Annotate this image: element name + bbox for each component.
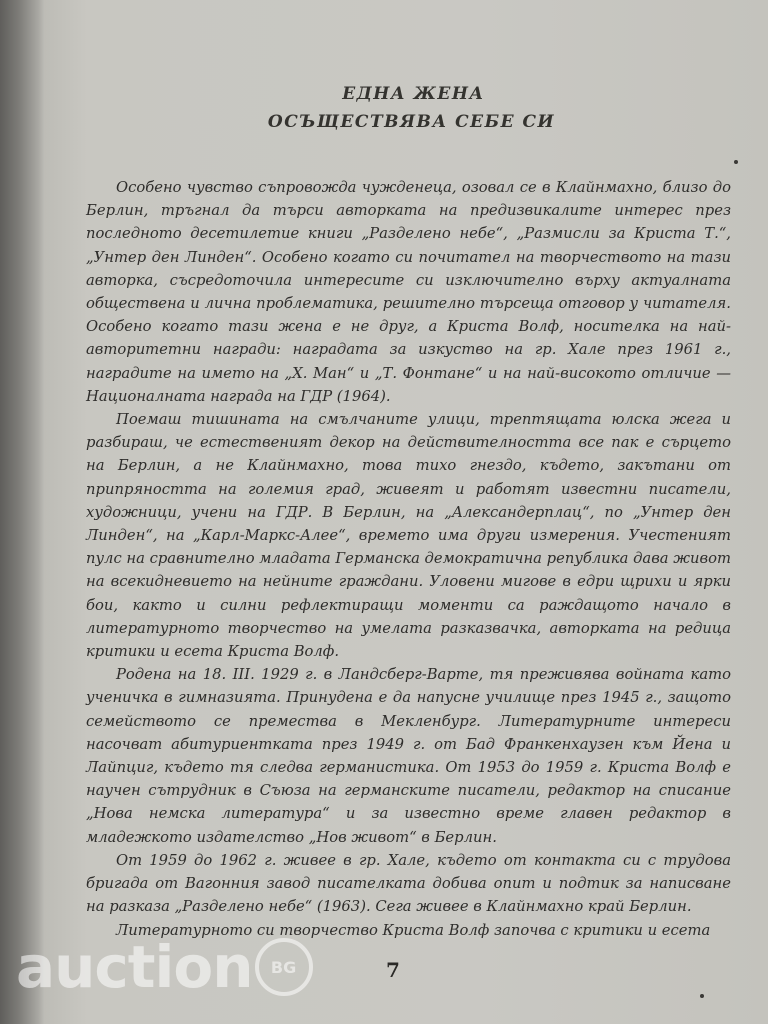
paragraph-5: Литературното си творчество Криста Волф започва с критики и есета xyxy=(116,921,711,939)
chapter-heading xyxy=(86,80,731,136)
watermark-badge: BG xyxy=(255,938,313,996)
chapter-heading-line-1: ЕДНА ЖЕНА xyxy=(342,84,485,104)
watermark-text: auction xyxy=(16,933,253,1001)
paragraph-3: Родена на 18. III. 1929 г. в Ландсберг-Варте, тя преживява войната като ученичка в гимназията. Принудена е да напусне училище през 1945 г., защото семейството се премества в Мекленбург. Литературните интереси насочват абитуриентката през 1949 г. от Бад Франкенхаузен към Йена и Лайпциг, където тя следва германистика. От 1953 до 1959 г. Криста Волф е научен сътрудник в Съюза на германските писатели, редактор на списание „Нова немска литература“ и за известно време главен редактор в младежкото издателство „Нов живот“ в Берлин. xyxy=(86,666,731,846)
paper-speck xyxy=(700,994,704,998)
paragraph-1: Особено чувство съпровожда чужденеца, озовал се в Клайнмахно, близо до Берлин, тръгнал да търси авторката на предизвикалите интерес през последното десетилетие книги „Разделено небе“, „Размисли за Криста Т.“, „Унтер ден Линден“. Особено когато си почитател на творчеството на тази авторка, съсредоточила интересите си изключително върху актуалната обществена и лична проблематика, решително търсеща отговор у читателя. Особено когато тази жена е не друг, а Криста Волф, носителка на най-авторитетни награди: наградата за изкуство на гр. Хале през 1961 г., наградите на името на „Х. Ман“ и „Т. Фонтане“ и на най-високото отличие — Националната награда на ГДР (1964). xyxy=(86,179,731,405)
paper-speck xyxy=(734,160,738,164)
chapter-heading-line-2: ОСЪЩЕСТВЯВА СЕБЕ СИ xyxy=(267,112,556,132)
auction-watermark xyxy=(16,933,313,1001)
page-content xyxy=(86,80,731,942)
book-spine-shadow xyxy=(0,0,48,1024)
body-text xyxy=(86,176,731,942)
page-number: 7 xyxy=(386,958,400,982)
paragraph-2: Поемаш тишината на смълчаните улици, трептящата юлска жега и разбираш, че естественият декор на действителността все пак е сърцето на Берлин, а не Клайнмахно, това тихо гнездо, където, закътани от припряността на големия град, живеят и работят известни писатели, художници, учени на ГДР. В Берлин, на „Александерплац“, по „Унтер ден Линден“, на „Карл-Маркс-Алее“, времето има други измерения. Учестеният пулс на сравнително младата Германска демократична република дава живот на всекидневието на нейните граждани. Уловени мигове в едри щрихи и ярки бои, както и силни рефлектиращи моменти са раждащото начало в литературното творчество на умелата разказвачка, авторката на редица критики и есета Криста Волф. xyxy=(86,411,731,661)
paragraph-4: От 1959 до 1962 г. живее в гр. Хале, където от контакта си с трудова бригада от Вагонния завод писателката добива опит и подтик за написване на разказа „Разделено небе“ (1963). Сега живее в Клайнмахно край Берлин. xyxy=(86,851,731,916)
